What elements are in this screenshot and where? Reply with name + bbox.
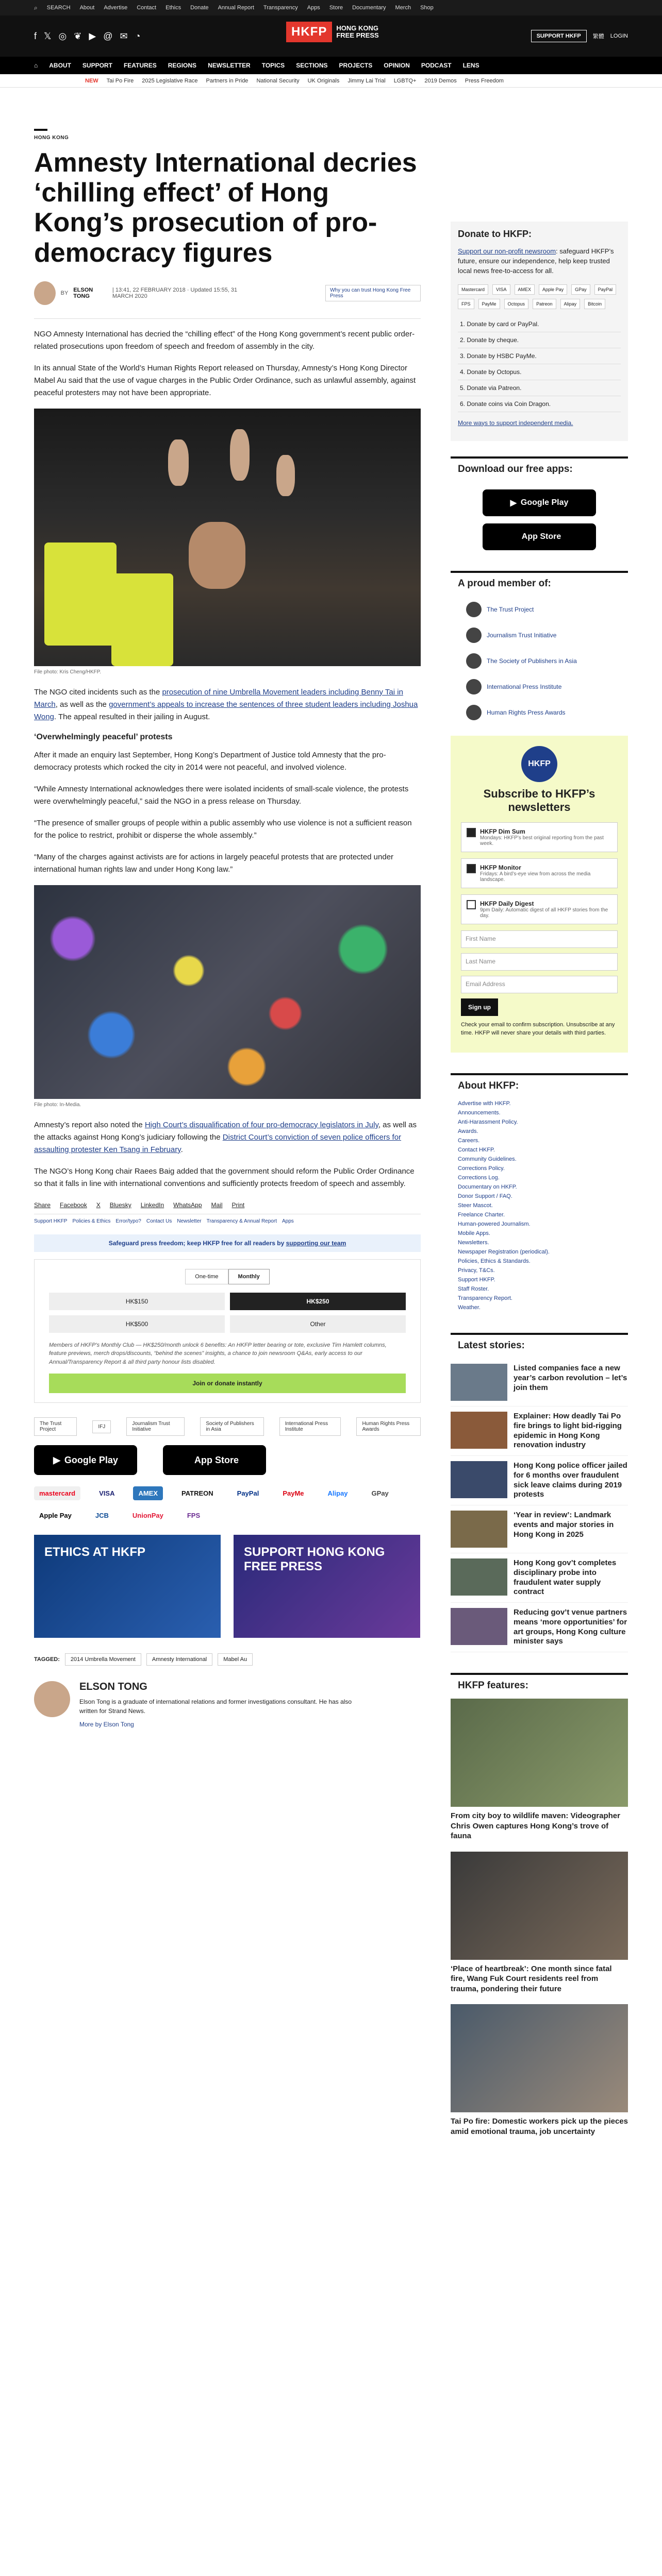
donate-method[interactable]: 1. Donate by card or PayPal. [458, 316, 621, 332]
feature-stories [451, 1699, 628, 2137]
newsletter-option[interactable]: HKFP Dim Sum Mondays: HKFP’s best original reporting from the past week. [461, 822, 618, 852]
trending-item[interactable]: Tai Po Fire [106, 77, 134, 84]
topbar-advertise[interactable]: Advertise [104, 5, 128, 11]
payment-logo: FPS [187, 1512, 201, 1520]
payment-methods [34, 1486, 421, 1522]
topbar-about[interactable]: About [79, 5, 95, 11]
paragraph: In its annual State of the World’s Human Rights Report released on Thursday, Amnesty’s Hong Kong Director Mabel Au said that the use of vague charges in the Public Order Ordinance, such as unlawful assembly, against peaceful protesters may not have been appropriate. [34, 363, 416, 397]
byline [34, 281, 421, 305]
youtube-icon[interactable]: ▶ [89, 30, 96, 41]
paragraph: NGO Amnesty International has decried the “chilling effect” of the Hong Kong government’s recent public order-related prosecutions upon freedom of speech and freedom of assembly in the city. [34, 329, 415, 351]
mail-icon[interactable]: ✉ [120, 30, 128, 41]
meta-link[interactable]: Newsletter [177, 1218, 202, 1224]
payment-logo: AMEX [133, 1486, 163, 1500]
topbar-search[interactable]: SEARCH [46, 5, 71, 11]
inline-link[interactable]: High Court’s disqualification of four pro-democracy legislators in July [144, 1120, 378, 1129]
about-link[interactable]: Newsletters. [458, 1240, 489, 1246]
latest-stories [451, 1359, 628, 1652]
donate-method[interactable]: 2. Donate by cheque. [458, 332, 621, 348]
latest-title: Latest stories: [451, 1333, 628, 1359]
photo-caption: File photo: Kris Cheng/HKFP. [34, 669, 101, 675]
card-logo: Apple Pay [539, 284, 567, 295]
amount-option[interactable]: HK$150 [49, 1293, 225, 1310]
donate-method[interactable]: 6. Donate coins via Coin Dragon. [458, 396, 621, 412]
card-logo: GPay [571, 284, 590, 295]
share-whatsapp[interactable]: WhatsApp [173, 1201, 202, 1209]
trending-item[interactable]: 2019 Demos [424, 77, 457, 84]
about-link[interactable]: Careers. [458, 1138, 480, 1144]
checkbox[interactable] [467, 900, 476, 909]
newsletter-badge: HKFP [521, 746, 557, 782]
partner-logo[interactable]: Journalism Trust Initiative [126, 1417, 185, 1436]
trending-item[interactable]: Partners in Pride [206, 77, 249, 84]
meta-link[interactable]: Error/typo? [115, 1218, 141, 1224]
feature-image[interactable] [451, 1852, 628, 1960]
login-link[interactable]: LOGIN [610, 33, 628, 39]
share-bar [34, 1201, 421, 1214]
feature-image[interactable] [451, 1699, 628, 1807]
author-avatar[interactable] [34, 1681, 70, 1717]
more-by-author-link[interactable]: More by Elson Tong [79, 1721, 134, 1728]
author-avatar[interactable] [34, 281, 56, 305]
support-newsroom-link[interactable]: Support our non-profit newsroom [458, 247, 556, 255]
topbar-transparency[interactable]: Transparency [263, 5, 298, 11]
topbar-merch[interactable]: Merch [395, 5, 411, 11]
support-banner[interactable]: SUPPORT HONG KONG FREE PRESS [234, 1535, 420, 1638]
about-link[interactable]: Transparency Report. [458, 1295, 512, 1302]
nav-podcast[interactable]: PODCAST [421, 62, 452, 69]
author-name[interactable]: ELSON TONG [73, 286, 93, 299]
org-icon [466, 679, 482, 694]
more-ways-link[interactable]: More ways to support independent media. [458, 419, 573, 427]
donate-method[interactable]: 5. Donate via Patreon. [458, 380, 621, 396]
about-link[interactable]: Mobile Apps. [458, 1230, 490, 1237]
nav-support[interactable]: SUPPORT [82, 62, 112, 69]
google-play-button[interactable]: ▶ Google Play [34, 1445, 137, 1475]
newsletter-title: Subscribe to HKFP’s newsletters [483, 787, 595, 814]
share-print[interactable]: Print [231, 1201, 245, 1209]
about-link[interactable]: Announcements. [458, 1110, 501, 1116]
trending-item[interactable]: LGBTQ+ [393, 77, 417, 84]
apps-title: Download our free apps: [451, 456, 628, 482]
threads-icon[interactable]: @ [103, 30, 113, 41]
newsletter-option[interactable]: HKFP Monitor Fridays: A bird’s-eye view from across the media landscape. [461, 858, 618, 888]
meta-links [34, 1218, 421, 1224]
member-org[interactable]: The Trust Project [451, 597, 628, 622]
meta-link[interactable]: Transparency & Annual Report [206, 1218, 277, 1224]
signup-button[interactable]: Sign up [461, 998, 498, 1016]
safeguard-banner: Safeguard press freedom; keep HKFP free for all readers by supporting our team [34, 1234, 421, 1252]
share-facebook[interactable]: Facebook [60, 1201, 87, 1209]
card-logo: PayPal [594, 284, 617, 295]
payment-cards [458, 284, 621, 309]
language-switch[interactable]: 繁體 [592, 33, 604, 40]
share-label: Share [34, 1201, 51, 1209]
trending-item[interactable]: Jimmy Lai Trial [347, 77, 386, 84]
sidebar [451, 222, 628, 2147]
tab-one-time[interactable]: One-time [185, 1269, 228, 1284]
logo-line-1: HONG KONG [336, 24, 378, 32]
nav-topics[interactable]: TOPICS [261, 62, 285, 69]
about-link[interactable]: Contact HKFP. [458, 1147, 495, 1154]
protest-photo[interactable] [34, 409, 421, 666]
about-link[interactable]: Corrections Log. [458, 1175, 500, 1181]
nav-projects[interactable]: PROJECTS [339, 62, 373, 69]
play-icon: ▶ [53, 1454, 60, 1465]
amount-option-other[interactable]: Other [230, 1315, 406, 1333]
paragraph: The NGO cited incidents such as the prosecution of nine Umbrella Movement leaders including Benny Tai in March, as well as the government’s appeals to increase the sentences of three student leaders including Joshua Wong. The appeal resulted in their jailing in August. [34, 687, 418, 721]
meta-link[interactable]: Apps [282, 1218, 294, 1224]
app-store-button[interactable]: App Store [483, 523, 596, 550]
newsletter-option[interactable]: HKFP Daily Digest 9pm Daily: Automatic digest of all HKFP stories from the day. [461, 894, 618, 924]
features-title: HKFP features: [451, 1673, 628, 1699]
trending-label: NEW [85, 77, 98, 84]
story-title[interactable]: Explainer: How deadly Tai Po fire brings to light bid-rigging epidemic in Hong Kong renovation industry [514, 1412, 622, 1450]
amount-option-selected[interactable]: HK$250 [230, 1293, 406, 1310]
partner-logos [34, 1417, 421, 1436]
topbar-store[interactable]: Store [329, 5, 343, 11]
tab-monthly[interactable]: Monthly [228, 1269, 270, 1284]
story-thumbnail[interactable] [451, 1608, 507, 1645]
article-category[interactable]: HONG KONG [34, 135, 69, 141]
instagram-icon[interactable]: ◎ [58, 30, 67, 41]
support-hkfp-button[interactable]: SUPPORT HKFP [531, 30, 587, 42]
ethics-banner[interactable]: ETHICS AT HKFP [34, 1535, 221, 1638]
payment-logo: VISA [99, 1489, 115, 1498]
about-link[interactable]: Community Guidelines. [458, 1156, 517, 1163]
story-thumbnail[interactable] [451, 1511, 507, 1548]
member-org[interactable]: International Press Institute [451, 674, 628, 700]
tag[interactable]: Mabel Au [218, 1653, 253, 1666]
top-utility-bar [0, 0, 662, 15]
about-title: About HKFP: [451, 1073, 628, 1099]
inline-link[interactable]: District Court’s conviction of seven police officers for assaulting protester Ken Tsang in February [34, 1132, 402, 1154]
join-donate-button[interactable]: Join or donate instantly [49, 1374, 406, 1393]
paragraph: “While Amnesty International acknowledges there were isolated incidents of small-scale violence, the protests were overwhelmingly peaceful,” said the NGO in a press release on Thursday. [34, 784, 409, 806]
article-title: Amnesty International decries ‘chilling effect’ of Hong Kong’s prosecution of pro-democracy figures [34, 148, 417, 268]
latest-story[interactable] [451, 1505, 628, 1553]
share-mail[interactable]: Mail [211, 1201, 223, 1209]
paragraph: The NGO’s Hong Kong chair Raees Baig added that the government should reform the Public Order Ordinance so that it falls in line with international conventions and sufficiently protects freedom of speech and assembly. [34, 1166, 415, 1188]
about-link[interactable]: Policies, Ethics & Standards. [458, 1258, 531, 1265]
trust-badge[interactable]: Why you can trust Hong Kong Free Press [325, 285, 421, 301]
donate-method[interactable]: 4. Donate by Octopus. [458, 364, 621, 380]
feature-title[interactable]: ‘Place of heartbreak’: One month since fatal fire, Wang Fuk Court residents reel from trauma, pondering their future [451, 1964, 612, 1993]
donate-title: Donate to HKFP: [458, 229, 532, 239]
nav-regions[interactable]: REGIONS [168, 62, 197, 69]
story-thumbnail[interactable] [451, 1558, 507, 1596]
partner-logo[interactable]: Human Rights Press Awards [356, 1417, 421, 1436]
story-title[interactable]: Listed companies face a new year’s carbon revolution – let’s join them [514, 1364, 627, 1392]
logo-mark: HKFP [286, 22, 332, 42]
card-logo: Octopus [504, 299, 529, 309]
newsletter-note: Check your email to confirm subscription. Unsubscribe at any time. HKFP will never share your details with third parties. [461, 1022, 615, 1036]
donate-method[interactable]: 3. Donate by HSBC PayMe. [458, 348, 621, 364]
partner-logo[interactable]: IFJ [92, 1420, 111, 1433]
nav-features[interactable]: FEATURES [123, 62, 157, 69]
tag-list [34, 1653, 421, 1666]
latest-story[interactable] [451, 1359, 628, 1406]
org-icon [466, 705, 482, 720]
topbar-ethics[interactable]: Ethics [166, 5, 181, 11]
author-box [34, 1681, 421, 1729]
about-link[interactable]: Corrections Policy. [458, 1165, 505, 1172]
paragraph: Amnesty’s report also noted the High Court’s disqualification of four pro-democracy legislators in July, as well as the attacks against Hong Kong’s judiciary following the District Court’s conviction of seven police officers for assaulting protester Ken Tsang in February. [34, 1120, 417, 1154]
topbar-documentary[interactable]: Documentary [352, 5, 386, 11]
payment-logo: Alipay [327, 1489, 348, 1498]
facebook-icon[interactable]: f [34, 30, 37, 41]
nav-opinion[interactable]: OPINION [384, 62, 410, 69]
last-name-field[interactable]: Last Name [461, 953, 618, 971]
author-name[interactable]: ELSON TONG [79, 1681, 147, 1693]
latest-story[interactable] [451, 1406, 628, 1456]
member-org[interactable]: Journalism Trust Initiative [451, 622, 628, 648]
paragraph: “The presence of smaller groups of people within a public assembly who use violence is not a sufficient reason for the police to restrict, prohibit or disperse the whole assembly.” [34, 818, 412, 840]
byline-prefix: BY [60, 290, 69, 296]
story-thumbnail[interactable] [451, 1412, 507, 1449]
donate-widget: Donate to HKFP: Support our non-profit newsroom: safeguard HKFP’s future, ensure our independence, help keep trusted local news free-to-access for all. Mastercard VISA AMEX Apple Pay GPay PayPal FPS PayMe Octopus Patreon Alipay Bitcoin 1. Donate by card or PayPal. 2. Donate by cheque. 3. Donate by HSBC PayMe. 4. Donate by Octopus. 5. Donate via Patreon. 6. Donate coins via Coin Dragon. More ways to support independent media. [451, 222, 628, 441]
trending-item[interactable]: National Security [256, 77, 300, 84]
about-link[interactable]: Advertise with HKFP. [458, 1100, 511, 1107]
card-logo: Patreon [533, 299, 556, 309]
amount-option[interactable]: HK$500 [49, 1315, 225, 1333]
payment-logo: Apple Pay [39, 1512, 72, 1520]
feature-story[interactable] [451, 1699, 628, 1841]
tagged-label: TAGGED: [34, 1656, 60, 1663]
social-links [34, 31, 140, 42]
payment-logo: PATREON [181, 1489, 213, 1498]
checkbox-checked[interactable] [467, 864, 476, 873]
payment-logo: GPay [371, 1489, 389, 1498]
umbrella-crowd-photo[interactable] [34, 885, 421, 1099]
section-subhead: ‘Overwhelmingly peaceful’ protests [34, 732, 173, 741]
payment-logo: PayMe [283, 1489, 304, 1498]
nav-newsletter[interactable]: NEWSLETTER [208, 62, 251, 69]
trending-item[interactable]: UK Originals [307, 77, 340, 84]
topbar-shop[interactable]: Shop [420, 5, 434, 11]
search-icon[interactable]: ⌕ [34, 4, 38, 11]
partner-logo[interactable]: International Press Institute [279, 1417, 341, 1436]
inline-link[interactable]: prosecution of nine Umbrella Movement leaders including Benny Tai in March [34, 687, 403, 709]
nav-sections[interactable]: SECTIONS [296, 62, 328, 69]
first-name-field[interactable]: First Name [461, 930, 618, 948]
share-bluesky[interactable]: Bluesky [109, 1201, 131, 1209]
story-title[interactable]: Hong Kong police officer jailed for 6 months over fraudulent sick leave claims during 2019 protests [514, 1461, 627, 1499]
about-link[interactable]: Anti-Harassment Policy. [458, 1119, 518, 1126]
rss-icon[interactable]: ◔ [135, 30, 141, 41]
latest-story[interactable] [451, 1553, 628, 1603]
meta-link[interactable]: Support HKFP [34, 1218, 68, 1224]
share-x[interactable]: X [96, 1201, 101, 1209]
nav-lens[interactable]: LENS [462, 62, 479, 69]
story-title[interactable]: Hong Kong gov’t completes disciplinary probe into fraudulent water supply contract [514, 1558, 617, 1597]
payment-logo: PayPal [237, 1489, 259, 1498]
main-navigation [0, 57, 662, 74]
about-link[interactable]: Newspaper Registration (periodical). [458, 1249, 550, 1256]
story-thumbnail[interactable] [451, 1461, 507, 1498]
google-play-button[interactable]: ▶ Google Play [483, 489, 596, 516]
category-rule [34, 129, 47, 131]
logo-line-2: FREE PRESS [336, 31, 379, 39]
latest-story[interactable] [451, 1456, 628, 1505]
feature-title[interactable]: From city boy to wildlife maven: Videographer Chris Owen captures Hong Kong’s trove of fauna [451, 1811, 620, 1841]
about-link[interactable]: Support HKFP. [458, 1277, 495, 1283]
feature-story[interactable] [451, 1852, 628, 1994]
topbar-annual-report[interactable]: Annual Report [218, 5, 254, 11]
payment-logo: JCB [95, 1512, 109, 1520]
payment-logo: UnionPay [132, 1512, 163, 1520]
donate-methods [458, 316, 621, 412]
about-link[interactable]: Steer Mascot. [458, 1202, 493, 1209]
article-dates: | 13:41, 22 FEBRUARY 2018 · Updated 15:55, 31 MARCH 2020 [112, 286, 238, 299]
card-logo: FPS [458, 299, 474, 309]
feature-story[interactable] [451, 2004, 628, 2137]
partner-logo[interactable]: The Trust Project [34, 1417, 77, 1436]
bluesky-icon[interactable]: ❦ [74, 30, 82, 41]
main-header [0, 15, 662, 57]
site-logo[interactable] [286, 22, 379, 42]
about-links [451, 1099, 628, 1312]
feature-title[interactable]: Tai Po fire: Domestic workers pick up the pieces amid emotional trauma, job uncertainty [451, 2117, 628, 2136]
about-link[interactable]: Staff Roster. [458, 1286, 489, 1293]
card-logo: Alipay [560, 299, 581, 309]
share-linkedin[interactable]: LinkedIn [140, 1201, 164, 1209]
x-icon[interactable]: 𝕏 [44, 30, 52, 41]
photo-caption: File photo: In-Media. [34, 1101, 81, 1108]
donation-widget [34, 1259, 421, 1403]
topbar-apps[interactable]: Apps [307, 5, 320, 11]
about-link[interactable]: Freelance Charter. [458, 1212, 505, 1218]
trending-bar [0, 74, 662, 88]
org-icon [466, 653, 482, 669]
author-bio: Elson Tong is a graduate of international relations and former investigations consultant. He has also written for Strand News. [79, 1698, 352, 1715]
membership-benefits: Members of HKFP's Monthly Club — HK$250/month unlock 6 benefits: An HKFP letter bearing or tote, exclusive Tim Hamlett columns, feature previews, merch drops/discounts, “behind the scenes” insights, a chance to join newsroom Q&As, early access to our Annual/Transparency Report & all third party honour lists disabled. [49, 1342, 387, 1365]
tag[interactable]: 2014 Umbrella Movement [65, 1653, 141, 1666]
trending-item[interactable]: Press Freedom [465, 77, 504, 84]
play-icon: ▶ [510, 498, 517, 507]
member-title: A proud member of: [451, 571, 628, 597]
topbar-contact[interactable]: Contact [137, 5, 157, 11]
latest-story[interactable] [451, 1603, 628, 1652]
story-title[interactable]: ‘Year in review’: Landmark events and major stories in Hong Kong in 2025 [514, 1511, 614, 1539]
article [34, 129, 421, 1729]
inline-link[interactable]: government’s appeals to increase the sentences of three student leaders including Joshua Wong [34, 700, 418, 721]
card-logo: VISA [492, 284, 510, 295]
trending-item[interactable]: 2025 Legislative Race [142, 77, 198, 84]
feature-image[interactable] [451, 2004, 628, 2112]
app-store-buttons [34, 1445, 421, 1475]
member-orgs [451, 597, 628, 725]
card-logo: PayMe [478, 299, 500, 309]
about-link[interactable]: Documentary on HKFP. [458, 1184, 517, 1191]
member-org[interactable]: The Society of Publishers in Asia [451, 648, 628, 674]
about-link[interactable]: Donor Support / FAQ. [458, 1193, 512, 1200]
about-link[interactable]: Privacy, T&Cs. [458, 1267, 495, 1274]
about-link[interactable]: Weather. [458, 1304, 481, 1311]
story-title[interactable]: Reducing gov’t venue partners means ‘more opportunities’ for art groups, Hong Kong culture minister says [514, 1608, 627, 1646]
email-field[interactable]: Email Address [461, 976, 618, 993]
home-icon[interactable]: ⌂ [34, 62, 38, 69]
checkbox-checked[interactable] [467, 828, 476, 837]
member-org[interactable]: Human Rights Press Awards [451, 700, 628, 725]
about-link[interactable]: Human-powered Journalism. [458, 1221, 531, 1228]
org-icon [466, 628, 482, 643]
paragraph: After it made an enquiry last September, Hong Kong’s Department of Justice told Amnesty that the pro-democracy protests which rocked the city in 2014 were not peaceful, and involved violence. [34, 750, 386, 772]
card-logo: Mastercard [458, 284, 488, 295]
about-link[interactable]: Awards. [458, 1128, 478, 1135]
meta-link[interactable]: Policies & Ethics [72, 1218, 111, 1224]
app-store-button[interactable]: App Store [163, 1445, 266, 1475]
tag[interactable]: Amnesty International [146, 1653, 212, 1666]
paragraph: “Many of the charges against activists are for actions in largely peaceful protests that are protected under international human rights law and under Hong Kong law.” [34, 852, 394, 874]
card-logo: Bitcoin [584, 299, 605, 309]
topbar-donate[interactable]: Donate [190, 5, 209, 11]
card-logo: AMEX [515, 284, 535, 295]
newsletter-signup [451, 736, 628, 1053]
support-team-link[interactable]: supporting our team [286, 1239, 346, 1247]
meta-link[interactable]: Contact Us [146, 1218, 172, 1224]
nav-about[interactable]: ABOUT [49, 62, 71, 69]
org-icon [466, 602, 482, 617]
payment-logo: mastercard [34, 1486, 80, 1500]
partner-logo[interactable]: Society of Publishers in Asia [200, 1417, 263, 1436]
story-thumbnail[interactable] [451, 1364, 507, 1401]
